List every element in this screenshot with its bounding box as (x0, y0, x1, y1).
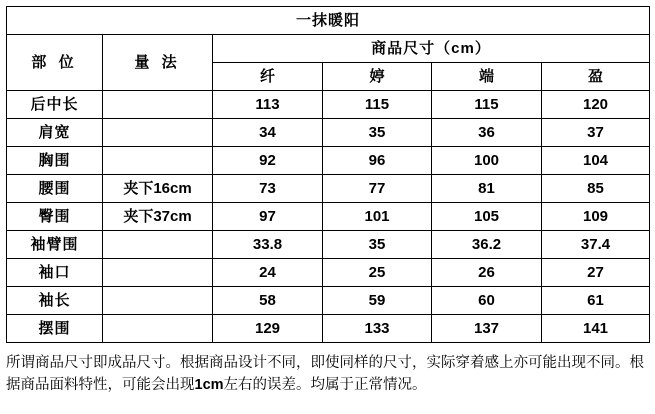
header-part: 部 位 (7, 35, 103, 91)
row-method (103, 315, 213, 343)
row-label: 袖长 (7, 287, 103, 315)
row-value: 104 (542, 147, 650, 175)
row-label: 肩宽 (7, 119, 103, 147)
row-value: 35 (323, 231, 432, 259)
notes-text-before: 所谓商品尺寸即成品尺寸。根据商品设计不同，即使同样的尺寸，实际穿着感上亦可能出现不同。根据商品面料特性，可能会出现 (6, 355, 644, 394)
row-value: 58 (213, 287, 323, 315)
table-title-row (7, 7, 650, 35)
header-col-4: 盈 (542, 63, 650, 91)
row-value: 25 (323, 259, 432, 287)
table-row (7, 91, 650, 119)
row-value: 115 (323, 91, 432, 119)
row-value: 77 (323, 175, 432, 203)
table-header-row-1 (7, 35, 650, 63)
row-value: 61 (542, 287, 650, 315)
table-row (7, 287, 650, 315)
row-value: 27 (542, 259, 650, 287)
row-value: 37 (542, 119, 650, 147)
header-col-3: 端 (432, 63, 542, 91)
header-method: 量 法 (103, 35, 213, 91)
row-value: 34 (213, 119, 323, 147)
row-value: 97 (213, 203, 323, 231)
row-value: 36.2 (432, 231, 542, 259)
header-col-2: 婷 (323, 63, 432, 91)
size-notes (6, 352, 649, 397)
row-label: 腰围 (7, 175, 103, 203)
notes-text-after: 左右的误差。均属于正常情况。 (223, 377, 427, 394)
header-sizes-group: 商品尺寸（cm） (213, 35, 650, 63)
row-value: 105 (432, 203, 542, 231)
row-value: 120 (542, 91, 650, 119)
row-value: 115 (432, 91, 542, 119)
table-row (7, 259, 650, 287)
row-method: 夹下37cm (103, 203, 213, 231)
row-value: 60 (432, 287, 542, 315)
row-method (103, 91, 213, 119)
size-table (6, 6, 650, 343)
row-value: 129 (213, 315, 323, 343)
row-value: 85 (542, 175, 650, 203)
table-row (7, 175, 650, 203)
row-value: 33.8 (213, 231, 323, 259)
row-value: 101 (323, 203, 432, 231)
row-value: 24 (213, 259, 323, 287)
header-col-1: 纤 (213, 63, 323, 91)
row-value: 141 (542, 315, 650, 343)
table-row (7, 231, 650, 259)
row-value: 81 (432, 175, 542, 203)
row-value: 26 (432, 259, 542, 287)
row-label: 袖臂围 (7, 231, 103, 259)
row-method: 夹下16cm (103, 175, 213, 203)
row-value: 100 (432, 147, 542, 175)
table-row (7, 147, 650, 175)
row-method (103, 231, 213, 259)
table-row (7, 119, 650, 147)
row-label: 袖口 (7, 259, 103, 287)
row-value: 36 (432, 119, 542, 147)
row-label: 臀围 (7, 203, 103, 231)
row-value: 137 (432, 315, 542, 343)
row-label: 胸围 (7, 147, 103, 175)
row-value: 35 (323, 119, 432, 147)
row-value: 96 (323, 147, 432, 175)
row-value: 73 (213, 175, 323, 203)
page-title: 一抹暖阳 (7, 7, 650, 35)
table-row (7, 203, 650, 231)
row-value: 59 (323, 287, 432, 315)
row-value: 37.4 (542, 231, 650, 259)
row-method (103, 119, 213, 147)
row-value: 109 (542, 203, 650, 231)
row-method (103, 287, 213, 315)
row-value: 92 (213, 147, 323, 175)
row-method (103, 259, 213, 287)
row-value: 113 (213, 91, 323, 119)
table-row (7, 315, 650, 343)
notes-emphasis: 1cm (194, 377, 224, 394)
row-method (103, 147, 213, 175)
row-value: 133 (323, 315, 432, 343)
row-label: 后中长 (7, 91, 103, 119)
row-label: 摆围 (7, 315, 103, 343)
